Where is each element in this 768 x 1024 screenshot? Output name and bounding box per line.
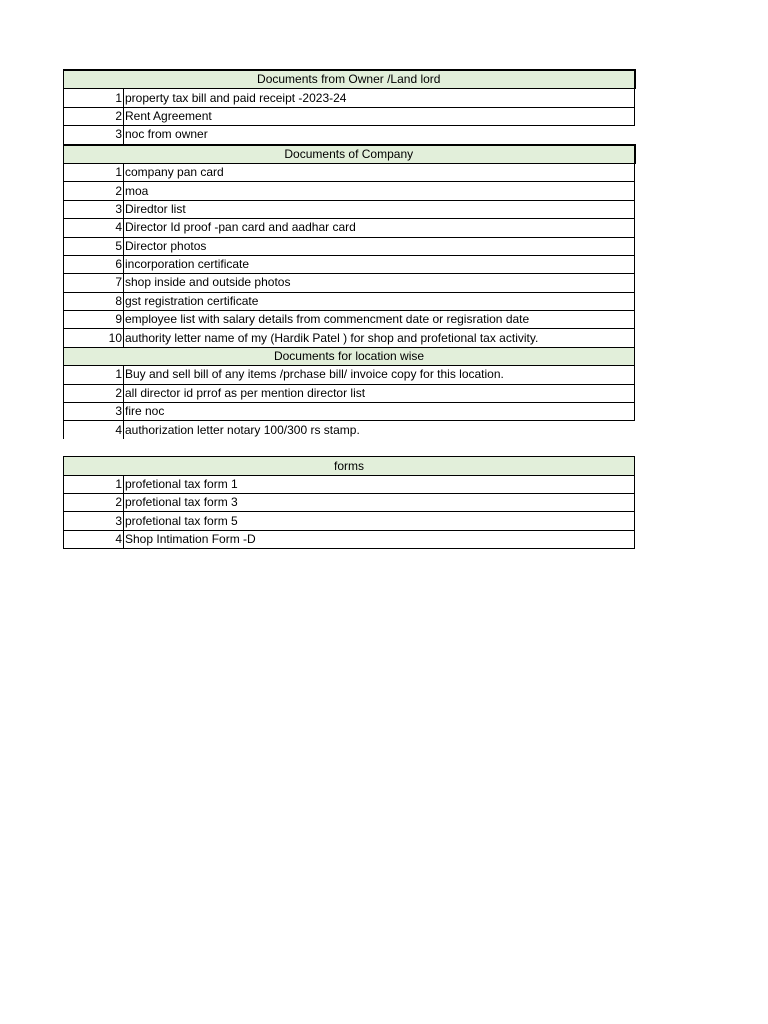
table-row [64, 89, 635, 107]
table-row [64, 255, 635, 273]
spreadsheet [63, 69, 634, 549]
item-number[interactable]: 7 [64, 274, 124, 292]
item-text[interactable]: incorporation certificate [124, 255, 635, 273]
table-row [64, 384, 635, 402]
section-title[interactable]: Documents of Company [64, 145, 635, 164]
item-text[interactable]: Diredtor list [124, 200, 635, 218]
blank-row [64, 439, 635, 457]
section-header-company [64, 145, 635, 164]
item-number[interactable]: 2 [64, 494, 124, 512]
item-number[interactable]: 1 [64, 89, 124, 107]
item-number[interactable]: 2 [64, 384, 124, 402]
section-header-location [64, 347, 635, 365]
section-title[interactable]: Documents for location wise [64, 347, 635, 365]
table-row [64, 200, 635, 218]
table-row [64, 219, 635, 237]
table-row [64, 126, 635, 145]
item-text[interactable]: property tax bill and paid receipt -2023-24 [124, 89, 635, 107]
table-row [64, 403, 635, 421]
item-number[interactable]: 3 [64, 200, 124, 218]
table-row [64, 421, 635, 439]
table-row [64, 163, 635, 181]
item-text[interactable]: noc from owner [125, 127, 208, 142]
section-header-forms [64, 457, 635, 475]
section-title[interactable]: Documents from Owner /Land lord [64, 70, 635, 89]
table-row [64, 311, 635, 329]
item-number[interactable]: 10 [64, 329, 124, 347]
item-number[interactable]: 6 [64, 255, 124, 273]
item-text[interactable]: gst registration certificate [124, 292, 635, 310]
item-number[interactable]: 1 [64, 366, 124, 384]
item-number[interactable]: 9 [64, 311, 124, 329]
table-row [64, 107, 635, 125]
table-row [64, 329, 635, 347]
item-number[interactable]: 4 [64, 530, 124, 548]
item-number[interactable]: 4 [64, 219, 124, 237]
table-row [64, 530, 635, 548]
table-row [64, 274, 635, 292]
item-number[interactable]: 4 [64, 421, 124, 439]
section-title[interactable]: forms [64, 457, 635, 475]
table-row [64, 512, 635, 530]
table-row [64, 292, 635, 310]
item-number[interactable]: 3 [64, 403, 124, 421]
item-text[interactable]: moa [124, 182, 635, 200]
table-row [64, 494, 635, 512]
item-number[interactable]: 5 [64, 237, 124, 255]
documents-table [63, 69, 636, 549]
item-text[interactable]: Shop Intimation Form -D [124, 530, 635, 548]
item-text[interactable]: Rent Agreement [124, 107, 635, 125]
item-number[interactable]: 2 [64, 182, 124, 200]
item-text[interactable]: profetional tax form 3 [124, 494, 635, 512]
item-number[interactable]: 1 [64, 163, 124, 181]
table-row [64, 237, 635, 255]
item-text[interactable]: employee list with salary details from commencment date or regisration date [124, 311, 635, 329]
item-text[interactable]: profetional tax form 5 [124, 512, 635, 530]
item-text[interactable]: Buy and sell bill of any items /prchase bill/ invoice copy for this location. [124, 366, 635, 384]
item-number[interactable]: 2 [64, 107, 124, 125]
item-text[interactable]: profetional tax form 1 [124, 475, 635, 493]
item-number[interactable]: 3 [64, 512, 124, 530]
item-number[interactable]: 8 [64, 292, 124, 310]
table-row [64, 182, 635, 200]
item-text[interactable]: authority letter name of my (Hardik Patel ) for shop and profetional tax activity. [124, 329, 635, 347]
item-text[interactable]: authorization letter notary 100/300 rs stamp. [125, 422, 360, 437]
item-text[interactable]: company pan card [124, 163, 635, 181]
item-text[interactable]: all director id prrof as per mention director list [124, 384, 635, 402]
item-text[interactable]: fire noc [124, 403, 635, 421]
table-row [64, 366, 635, 384]
table-row [64, 475, 635, 493]
item-number[interactable]: 3 [64, 126, 124, 145]
item-text[interactable]: shop inside and outside photos [124, 274, 635, 292]
item-text[interactable]: Director photos [124, 237, 635, 255]
item-text[interactable]: Director Id proof -pan card and aadhar card [124, 219, 635, 237]
item-number[interactable]: 1 [64, 475, 124, 493]
section-header-owner [64, 70, 635, 89]
